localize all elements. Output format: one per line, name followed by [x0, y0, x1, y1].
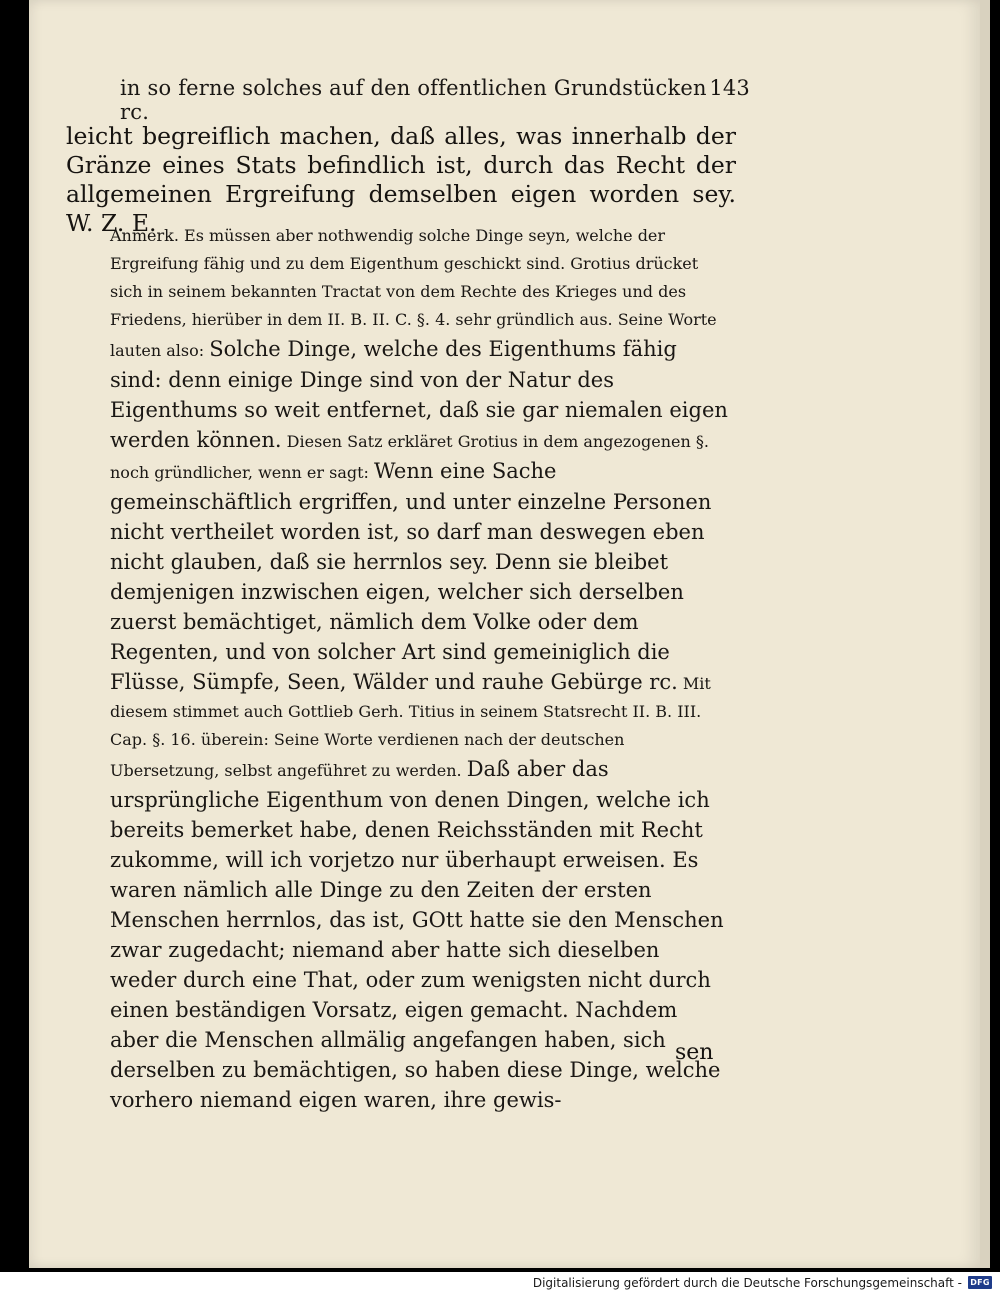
- running-title: in so ferne solches auf den offentlichen Grundstücken rc.: [120, 76, 707, 124]
- footer-credit: Digitalisierung gefördert durch die Deutsche Forschungsgemeinschaft -: [532, 1275, 962, 1290]
- note-quote-1: Solche Dinge, welche des Eigenthums fähig sind: denn einige Dinge sind von der Natur des Eigenthums so weit entfernet, daß sie gar niemalen eigen werden können.: [110, 337, 728, 452]
- page-edge: [980, 0, 990, 1268]
- note-intro: Anmerk. Es müssen aber nothwendig solche Dinge seyn, welche der Ergreifung fähig und zu dem Eigenthum geschickt sind. Grotius drücket sich in seinem bekannten Tractat von dem Rechte des Krieges und des Friedens, hierüber in dem II. B. II. C. §. 4. sehr gründlich aus. Seine Worte lauten also:: [110, 226, 717, 360]
- main-paragraph: [66, 122, 736, 238]
- page-number: 143: [709, 76, 750, 100]
- annotation: [110, 222, 730, 1115]
- note-quote-2: Wenn eine Sache gemeinschäftlich ergriffen, und unter einzelne Personen nicht vertheilet worden ist, so darf man deswegen eben nicht glauben, daß sie herrnlos sey. Denn sie bleibet demjenigen inzwischen eigen, welcher sich derselben zuerst bemächtiget, nämlich dem Volke oder dem Regenten, und von solcher Art sind gemeiniglich die Flüsse, Sümpfe, Seen, Wälder und rauhe Gebürge rc.: [110, 459, 712, 694]
- note-commentary: Diesen Satz erkläret Grotius in dem angezogenen §. noch gründlicher, wenn er sagt:: [110, 432, 709, 482]
- dfg-logo-icon: DFG: [968, 1276, 992, 1289]
- catchword: sen: [675, 1040, 714, 1065]
- note-titius: Mit diesem stimmet auch Gottlieb Gerh. Titius in seinem Statsrecht II. B. III. Cap. §. 16. überein: Seine Worte verdienen nach der deutschen Ubersetzung, selbst angeführet zu werden.: [110, 674, 711, 780]
- note-argument: Daß aber das ursprüngliche Eigenthum von denen Dingen, welche ich bereits bemerket habe, denen Reichsständen mit Recht zukomme, will ich vorjetzo nur überhaupt erweisen. Es waren nämlich alle Dinge zu den Zeiten der ersten Menschen herrnlos, das ist, GOtt hatte sie den Menschen zwar zugedacht; niemand aber hatte sich dieselben weder durch eine That, oder zum wenigsten nicht durch einen beständigen Vorsatz, eigen gemacht. Nachdem aber die Menschen allmälig angefangen haben, sich derselben zu bemächtigen, so haben diese Dinge, welche vorhero niemand eigen waren, ihre gewis-: [110, 757, 724, 1112]
- page-header: [120, 76, 750, 124]
- main-text: leicht begreiflich machen, daß alles, was innerhalb der Gränze eines Stats befindlich ist, durch das Recht der allgemeinen Ergreifung demselben eigen worden sey. W. Z. E.: [66, 122, 736, 237]
- digitization-footer: [0, 1272, 1000, 1293]
